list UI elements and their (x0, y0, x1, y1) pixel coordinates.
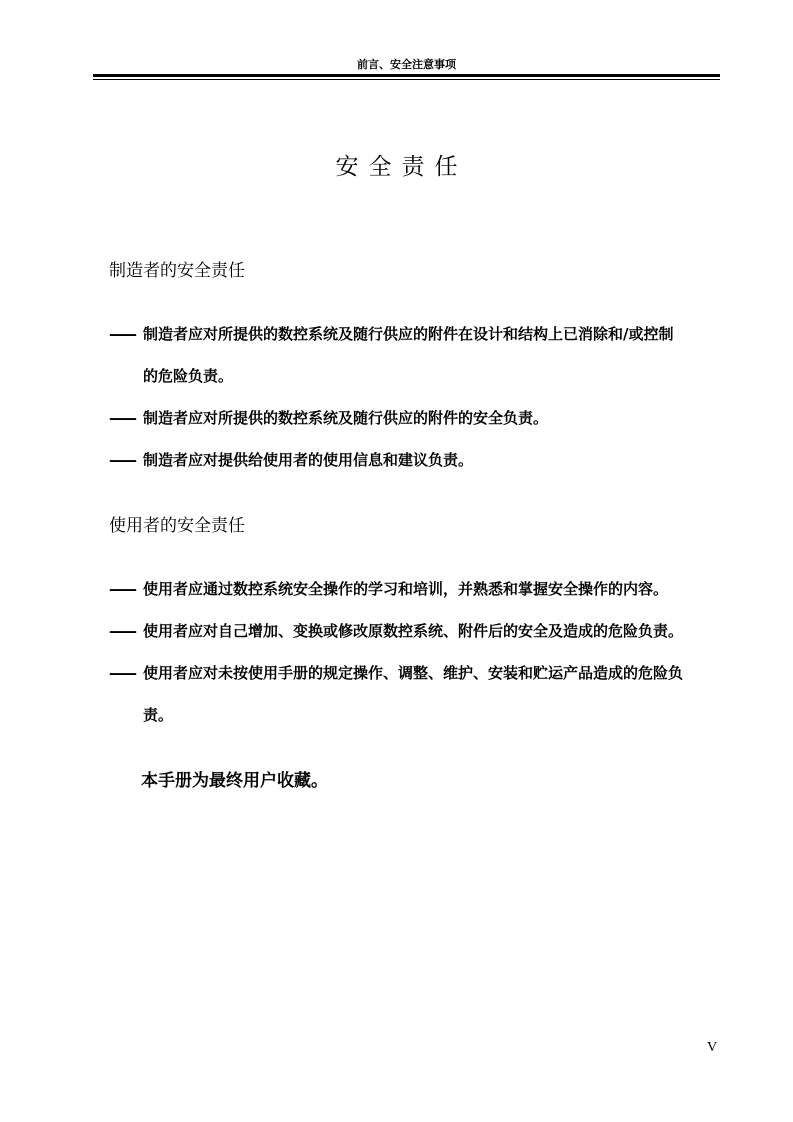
list-item-text: 制造者应对提供给使用者的使用信息和建议负责。 (143, 451, 474, 469)
dash-marker: —— (109, 622, 135, 640)
list-item-text: 制造者应对所提供的数控系统及随行供应的附件在设计和结构上已消除和/或控制 (143, 325, 674, 343)
list-item-text: 使用者应通过数控系统安全操作的学习和培训，并熟悉和掌握安全操作的内容。 (143, 580, 669, 598)
dash-marker: —— (109, 325, 135, 343)
list-item (109, 652, 724, 736)
list-item-text-continued: 责。 (143, 706, 174, 724)
list-item-text: 使用者应对未按使用手册的规定操作、调整、维护、安装和贮运产品造成的危险负 (143, 664, 684, 682)
list-item (109, 610, 724, 652)
list-item (109, 397, 724, 439)
list-item (109, 568, 724, 610)
list-item (109, 313, 724, 397)
page-number: V (707, 1040, 718, 1055)
dash-marker: —— (109, 409, 135, 427)
closing-note: 本手册为最终用户收藏。 (141, 771, 328, 791)
list-item-text: 使用者应对自己增加、变换或修改原数控系统、附件后的安全及造成的危险负责。 (143, 622, 684, 640)
list-item (109, 439, 724, 481)
header-rule-thin (93, 79, 720, 80)
dash-marker: —— (109, 580, 135, 598)
page-title: 安全责任 (335, 154, 468, 180)
section-heading-user: 使用者的安全责任 (109, 516, 245, 536)
dash-marker: —— (109, 664, 135, 682)
dash-marker: —— (109, 451, 135, 469)
section-heading-manufacturer: 制造者的安全责任 (109, 261, 245, 281)
list-item-text-continued: 的危险负责。 (143, 367, 234, 385)
list-item-text: 制造者应对所提供的数控系统及随行供应的附件的安全负责。 (143, 409, 549, 427)
running-header: 前言、安全注意事项 (357, 58, 456, 71)
header-rule-thick (93, 74, 720, 77)
